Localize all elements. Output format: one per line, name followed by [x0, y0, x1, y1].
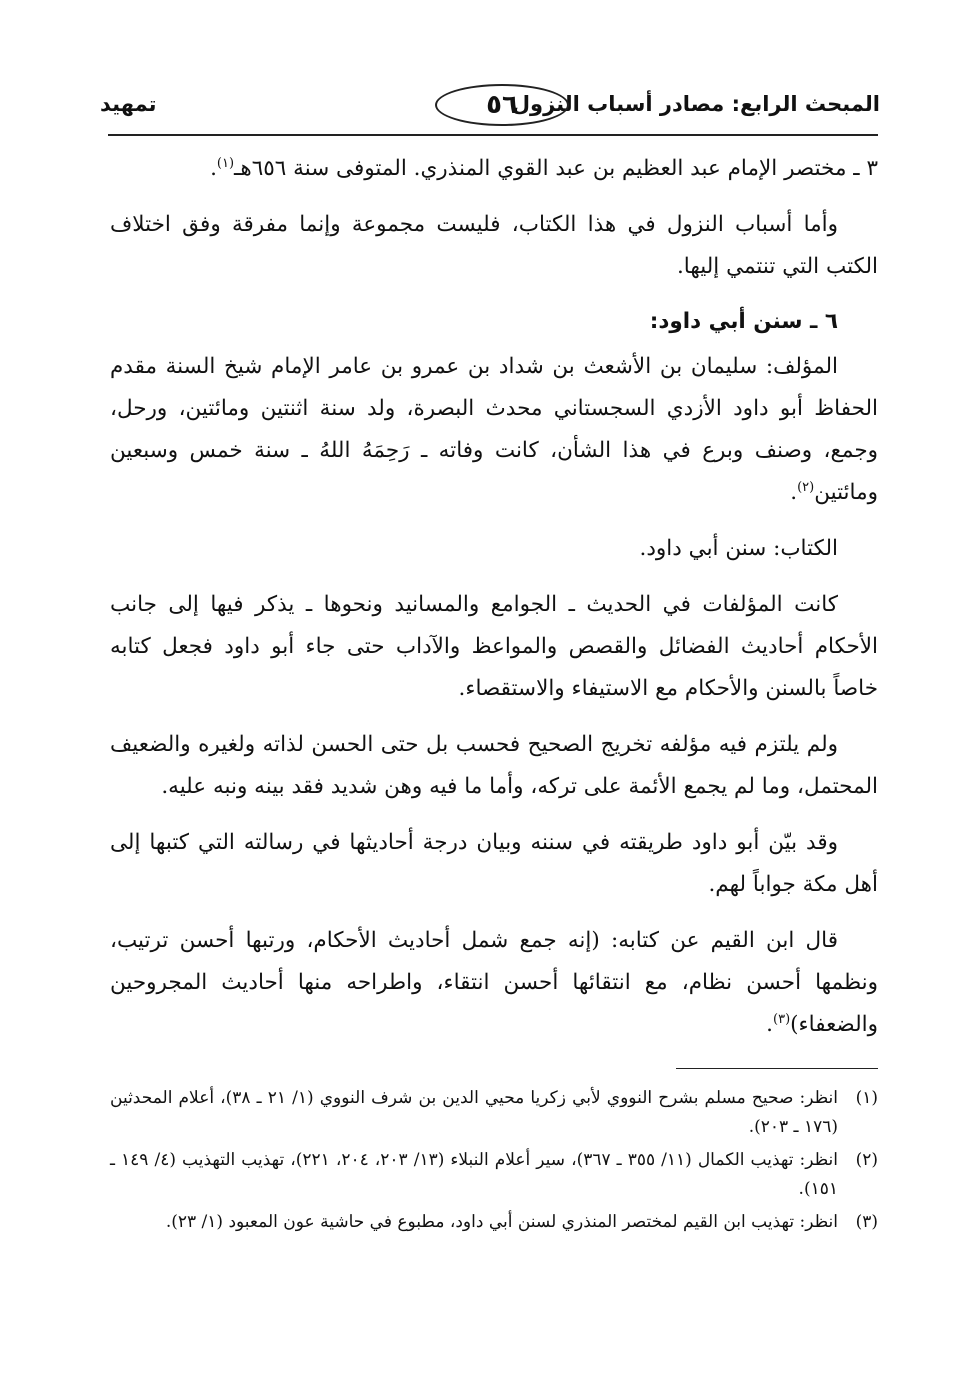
footnote-ref-1: (١) [216, 155, 235, 171]
header-divider [108, 134, 878, 136]
paragraph-3: وقد بيّن أبو داود طريقته في سننه وبيان درجة أحاديثها في رسالته التي كتبها إلى أهل مكة جواباً لهم. [110, 830, 878, 897]
page-number: ٥٦ [435, 84, 569, 126]
footnote-number: (١) [855, 1088, 878, 1108]
paragraph-book: الكتاب: سنن أبي داود. [639, 536, 838, 561]
footnote-text: انظر: صحيح مسلم بشرح النووي لأبي زكريا محيي الدين بن شرف النووي (١/ ٢١ ـ ٣٨)، أعلام المحدثين (١٧٦ ـ ٢٠٣). [110, 1088, 838, 1137]
paragraph-4: قال ابن القيم عن كتابه: (إنه جمع شمل أحاديث الأحكام، ورتبها أحسن ترتيب، ونظمها أحسن نظام، مع انتقائها أحسن انتقاء، واطراحه منها أحاديث المجروحين والضعفاء)$^{(٣)}$. [110, 928, 878, 1037]
paragraph-1: كانت المؤلفات في الحديث ـ الجوامع والمسانيد ونحوها ـ يذكر فيها إلى جانب الأحكام أحاديث الفضائل والقصص والمواعظ والآداب حتى جاء أبو داود فجعل كتابه خاصاً بالسنن والأحكام مع الاستيفاء والاستقصاء. [110, 592, 878, 701]
main-text [110, 148, 878, 1060]
footnote-text: انظر: تهذيب ابن القيم لمختصر المنذري لسنن أبي داود، مطبوع في حاشية عون المعبود (١/ ٢٣). [165, 1212, 838, 1232]
list-item-3: ٣ ـ مختصر الإمام عبد العظيم بن عبد القوي المنذري. المتوفى سنة ٦٥٦هـ$^{(١)}$. [210, 155, 878, 181]
footnote [110, 1084, 878, 1142]
footnote-divider [676, 1068, 878, 1069]
chapter-title: المبحث الرابع: مصادر أسباب النزول [511, 92, 880, 116]
footnote-text: انظر: تهذيب الكمال (١١/ ٣٥٥ ـ ٣٦٧)، سير أعلام النبلاء (١٣/ ٢٠٣، ٢٠٤، ٢٢١)، تهذيب التهذيب (٤/ ١٤٩ ـ ١٥١). [110, 1150, 838, 1199]
footnote [110, 1146, 878, 1204]
footnote-ref-3: (٣) [773, 1011, 791, 1027]
footnotes [110, 1084, 878, 1241]
section-heading: ٦ ـ سنن أبي داود: [649, 309, 838, 334]
paragraph-author: المؤلف: سليمان بن الأشعث بن شداد بن عمرو بن عامر الإمام شيخ السنة مقدم الحفاظ أبو داود الأزدي السجستاني محدث البصرة، ولد سنة اثنتين ومائتين، ورحل، وجمع، وصنف وبرع في هذا الشأن، كانت وفاته ـ رَحِمَهُ اللهُ ـ سنة خمس وسبعين ومائتين$^{(٢)}$. [110, 354, 878, 505]
footnote [110, 1208, 878, 1237]
paragraph-2: ولم يلتزم فيه مؤلفه تخريج الصحيح فحسب بل حتى الحسن لذاته ولغيره والضعيف المحتمل، وما لم يجمع الأئمة على تركه، وأما ما فيه وهن شديد فقد بينه ونبه عليه. [110, 732, 878, 799]
footnote-ref-2: (٢) [797, 479, 815, 495]
footnote-number: (٣) [855, 1212, 878, 1232]
section-title: تمهيد [100, 92, 157, 116]
running-header [100, 80, 880, 130]
paragraph-asbab: وأما أسباب النزول في هذا الكتاب، فليست مجموعة وإنما مفرقة وفق اختلاف الكتب التي تنتمي إليها. [110, 212, 878, 279]
footnote-number: (٢) [855, 1150, 878, 1170]
